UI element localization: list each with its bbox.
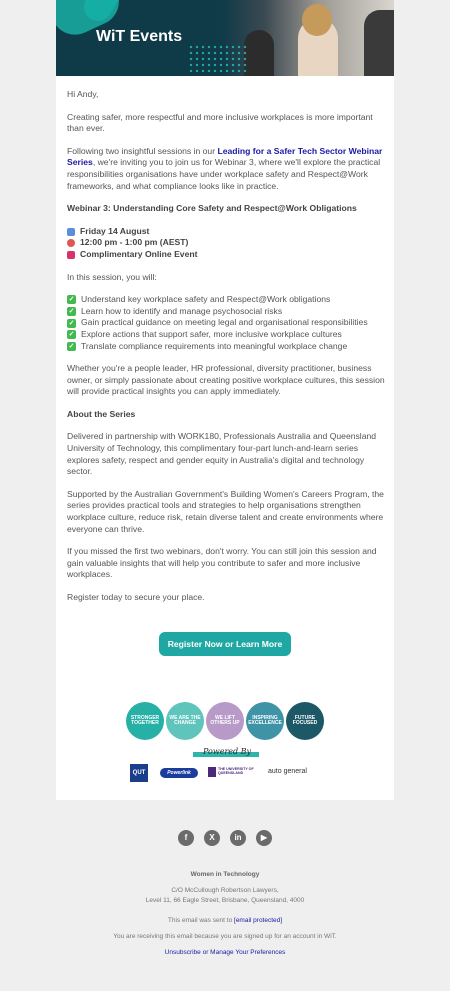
register-button[interactable]: Register Now or Learn More xyxy=(159,632,291,656)
footer-org: Women in Technology xyxy=(190,871,260,878)
auto-general-logo: auto general xyxy=(268,768,307,775)
badge-label: WE LIFT OTHERS UP xyxy=(210,715,240,726)
footer-sent-text: This email was sent to xyxy=(167,917,235,924)
series-text-pre: Following two insightful sessions in our xyxy=(67,145,218,156)
badge-we-lift-others-up xyxy=(206,702,244,740)
badge-future-focused xyxy=(286,702,324,740)
greeting: Hi Andy, xyxy=(67,89,99,99)
list-item-text: Learn how to identify and manage psychosocial risks xyxy=(81,305,283,316)
list-item-text: Translate compliance requirements into meaningful workplace change xyxy=(81,340,348,351)
footer-email-link[interactable]: [email protected] xyxy=(234,917,283,924)
uq-crest-icon xyxy=(208,767,216,777)
list-item-text: Gain practical guidance on meeting legal and organisational responsibilities xyxy=(81,317,368,328)
list-item-text: Understand key workplace safety and Respect@Work obligations xyxy=(81,294,331,305)
event-date xyxy=(67,226,387,238)
calendar-icon xyxy=(67,228,75,236)
list-item xyxy=(67,329,387,341)
event-date-text: Friday 14 August xyxy=(80,225,150,236)
footer-address-line2: Level 11, 66 Eagle Street, Brisbane, Queensland, 4000 xyxy=(145,897,305,904)
footer-sent-to xyxy=(0,917,450,924)
badge-label: INSPIRING EXCELLENCE xyxy=(248,715,282,726)
register-paragraph: Register today to secure your place. xyxy=(67,592,205,602)
powered-by-banner xyxy=(193,747,259,761)
badge-stronger-together xyxy=(126,702,164,740)
dot-pattern xyxy=(188,44,248,72)
event-type-text: Complimentary Online Event xyxy=(80,248,198,259)
footer-reason: You are receiving this email because you are signed up for an account in WiT. xyxy=(113,933,337,940)
linkedin-icon[interactable]: in xyxy=(230,830,246,846)
x-icon[interactable]: X xyxy=(204,830,220,846)
social-links xyxy=(0,830,450,846)
badge-inspiring-excellence xyxy=(246,702,284,740)
series-paragraph xyxy=(67,146,387,192)
check-icon: ✓ xyxy=(68,308,75,316)
list-item xyxy=(67,317,387,329)
email-footer xyxy=(0,830,450,956)
check-icon: ✓ xyxy=(68,296,75,304)
missed-paragraph: If you missed the first two webinars, don't worry. You can still join this session and gain valuable insights that will help you contribute to safer and more inclusive workplaces. xyxy=(67,546,377,580)
session-outcomes-list xyxy=(67,294,387,352)
badge-we-are-the-change xyxy=(166,702,204,740)
photo-figure xyxy=(244,30,274,76)
list-item xyxy=(67,306,387,318)
event-time-text: 12:00 pm - 1:00 pm (AEST) xyxy=(80,237,189,248)
header-banner xyxy=(56,0,394,76)
badge-label: WE ARE THE CHANGE xyxy=(169,715,201,726)
about-paragraph-2: Supported by the Australian Government's Building Women's Careers Program, the series provides practical tools and strategies to help organisations strengthen workplace culture, reduce risk, retain diverse talent and create environments where everyone can thrive. xyxy=(67,488,384,534)
badge-label: FUTURE FOCUSED xyxy=(292,715,318,726)
check-icon: ✓ xyxy=(68,319,75,327)
webinar-title xyxy=(67,203,387,215)
clock-icon xyxy=(67,239,75,247)
webinar-title-text: Webinar 3: Understanding Core Safety and Respect@Work Obligations xyxy=(67,203,357,214)
session-intro: In this session, you will: xyxy=(67,271,157,282)
series-text-post: , we're inviting you to join us for Webinar 3, where we'll explore the practical responsibilities organisations have under workplace safety and Respect@Work frameworks, and what compliance looks like in practice. xyxy=(67,157,381,191)
about-heading xyxy=(67,409,387,421)
check-icon: ✓ xyxy=(68,331,75,339)
email-card xyxy=(56,0,394,800)
banner-title: WiT Events xyxy=(96,28,183,45)
qut-logo: QUT xyxy=(130,764,148,782)
photo-figure-head xyxy=(302,4,332,36)
about-heading-text: About the Series xyxy=(67,408,136,419)
footer-address-line1: C/O McCullough Robertson Lawyers, xyxy=(171,887,279,894)
youtube-icon[interactable]: ▶ xyxy=(256,830,272,846)
list-item-text: Explore actions that support safer, more inclusive workplace cultures xyxy=(81,328,342,339)
series-link[interactable]: Leading for a Safer Tech Sector Webinar Series xyxy=(67,145,383,168)
values-badges xyxy=(126,702,326,740)
list-item xyxy=(67,341,387,353)
audience-paragraph: Whether you're a people leader, HR professional, diversity practitioner, business owner, or simply passionate about creating positive workplace cultures, this session will provide practical insights you can apply immediately. xyxy=(67,363,385,397)
about-paragraph-1: Delivered in partnership with WORK180, Professionals Australia and Queensland University of Technology, this complimentary four-part lunch-and-learn series explores safety, respect and gender equity in Australia's digital and technology sector. xyxy=(67,431,377,477)
event-time xyxy=(67,237,387,249)
email-body xyxy=(67,89,387,604)
powerlink-logo: Powerlink xyxy=(160,768,198,778)
list-item xyxy=(67,294,387,306)
sponsor-logos xyxy=(130,764,330,784)
badge-label: STRONGER TOGETHER xyxy=(130,715,160,726)
photo-figure xyxy=(364,10,394,76)
powered-by-text: Powered By xyxy=(203,747,252,756)
facebook-icon[interactable]: f xyxy=(178,830,194,846)
intro-paragraph: Creating safer, more respectful and more inclusive workplaces is more important than ever. xyxy=(67,111,373,134)
check-icon: ✓ xyxy=(68,342,75,350)
uq-logo: THE UNIVERSITY OF QUEENSLAND xyxy=(218,767,254,776)
unsubscribe-link[interactable]: Unsubscribe or Manage Your Preferences xyxy=(164,949,286,956)
ticket-icon xyxy=(67,251,75,259)
event-type xyxy=(67,249,387,261)
